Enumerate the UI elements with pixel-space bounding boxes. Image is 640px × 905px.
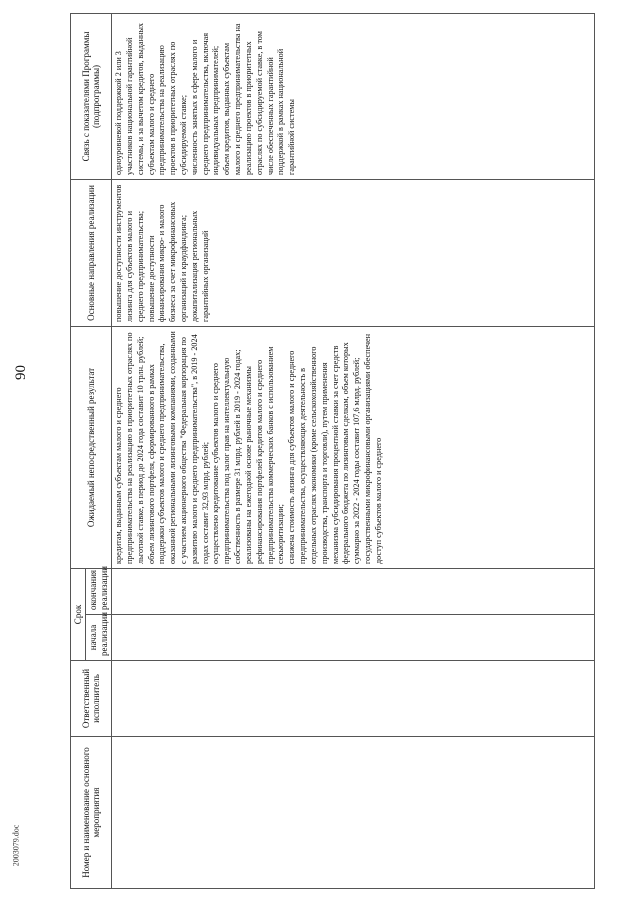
cell-main-directions: повышение доступности инструментов лизинга для субъектов малого и среднего предпринимательства; повышение доступности финансирования микро- и малого бизнеса за счет микрофинансовых организаций и краудфандинга; докапитализация региональных гарантийных организаций [112,179,595,326]
result-paragraph: реализованы на ежегодной основе рыночные механизмы рефинансирования портфелей кредитов малого и среднего предпринимательства коммерческих банков с использованием секьюритизации; [243,346,286,564]
page-number: 90 [12,364,29,380]
table-row [112,13,595,888]
result-paragraph: осуществлено кредитование субъектов малого и среднего предпринимательства под залог прав на интеллектуальную собственность в размере 31 млрд. рублей в 2019 - 2024 годах; [211,349,243,564]
cell-program-link [112,13,595,179]
header-measure-name: Номер и наименование основного мероприятия [71,737,112,889]
header-term-start: начала реализации [86,615,112,661]
result-paragraph: объем лизингового портфеля, сформированного в рамках поддержки субъектов малого и среднего предпринимательства, оказанной региональными лизинговыми компаниями, созданными с участием акционерного общества "Федеральная корпорация по развитию малого и среднего предпринимательства", в 2019 - 2024 годах составит 32,93 млрд. рублей; [146,331,210,564]
header-expected-result: Ожидаемый непосредственный результат [71,326,112,568]
result-paragraph: государственными микрофинансовыми организациями обеспечен доступ субъектов малого и среднего [363,333,383,564]
header-executor: Ответственный исполнитель [71,661,112,737]
cell-measure-name [112,737,595,889]
cell-expected-result [112,326,595,568]
rotated-table-sheet [70,14,630,889]
result-paragraph: снижена стоимость лизинга для субъектов малого и среднего предпринимательства, осуществляющих деятельность в отдельных отраслях экономики (кроме сельскохозяйственного производства, транспорта и торговли), путем применения механизма субсидирования процентной ставки за счет средств федерального бюджета по лизинговым сделкам, объем которых суммарно за 2022 - 2024 годы составит 107,6 млрд. рублей; [287,342,362,564]
cell-term-end [112,568,595,614]
cell-term-start [112,615,595,661]
cell-executor [112,661,595,737]
header-main-directions: Основные направления реализации [71,179,112,326]
header-program-link: Связь с показателями Программы (подпрограммы) [71,13,112,179]
link-paragraph: численность занятых в сфере малого и среднего предпринимательства, включая индивидуальных предпринимателей; [189,32,221,175]
link-paragraph: объем кредитов, выданных субъектам малого и среднего предпринимательства на реализацию проектов в приоритетных отраслях по субсидируемой ставке, в том числе обеспеченных гарантийной поддержкой в рамках национальной гарантийной системы [222,23,297,175]
link-paragraph: одноуровневой поддержкой 2 или 3 участников национальной гарантийной системы, и за вычетом кредитов, выданных субъектам малого и среднего предпринимательства на реализацию проектов в приоритетных отраслях по субсидируемой ставке; [114,23,188,175]
program-measures-table [70,13,595,889]
header-row [71,13,86,888]
result-paragraph: кредитам, выданным субъектам малого и среднего предпринимательства на реализацию в приоритетных отраслях по льготной ставке, в период до 2024 года составит 10 трлн. рублей; [114,332,145,564]
header-term: Срок [71,568,86,660]
document-footer: 2003079.doc [11,824,21,866]
header-term-end: окончания реализации [86,568,112,614]
